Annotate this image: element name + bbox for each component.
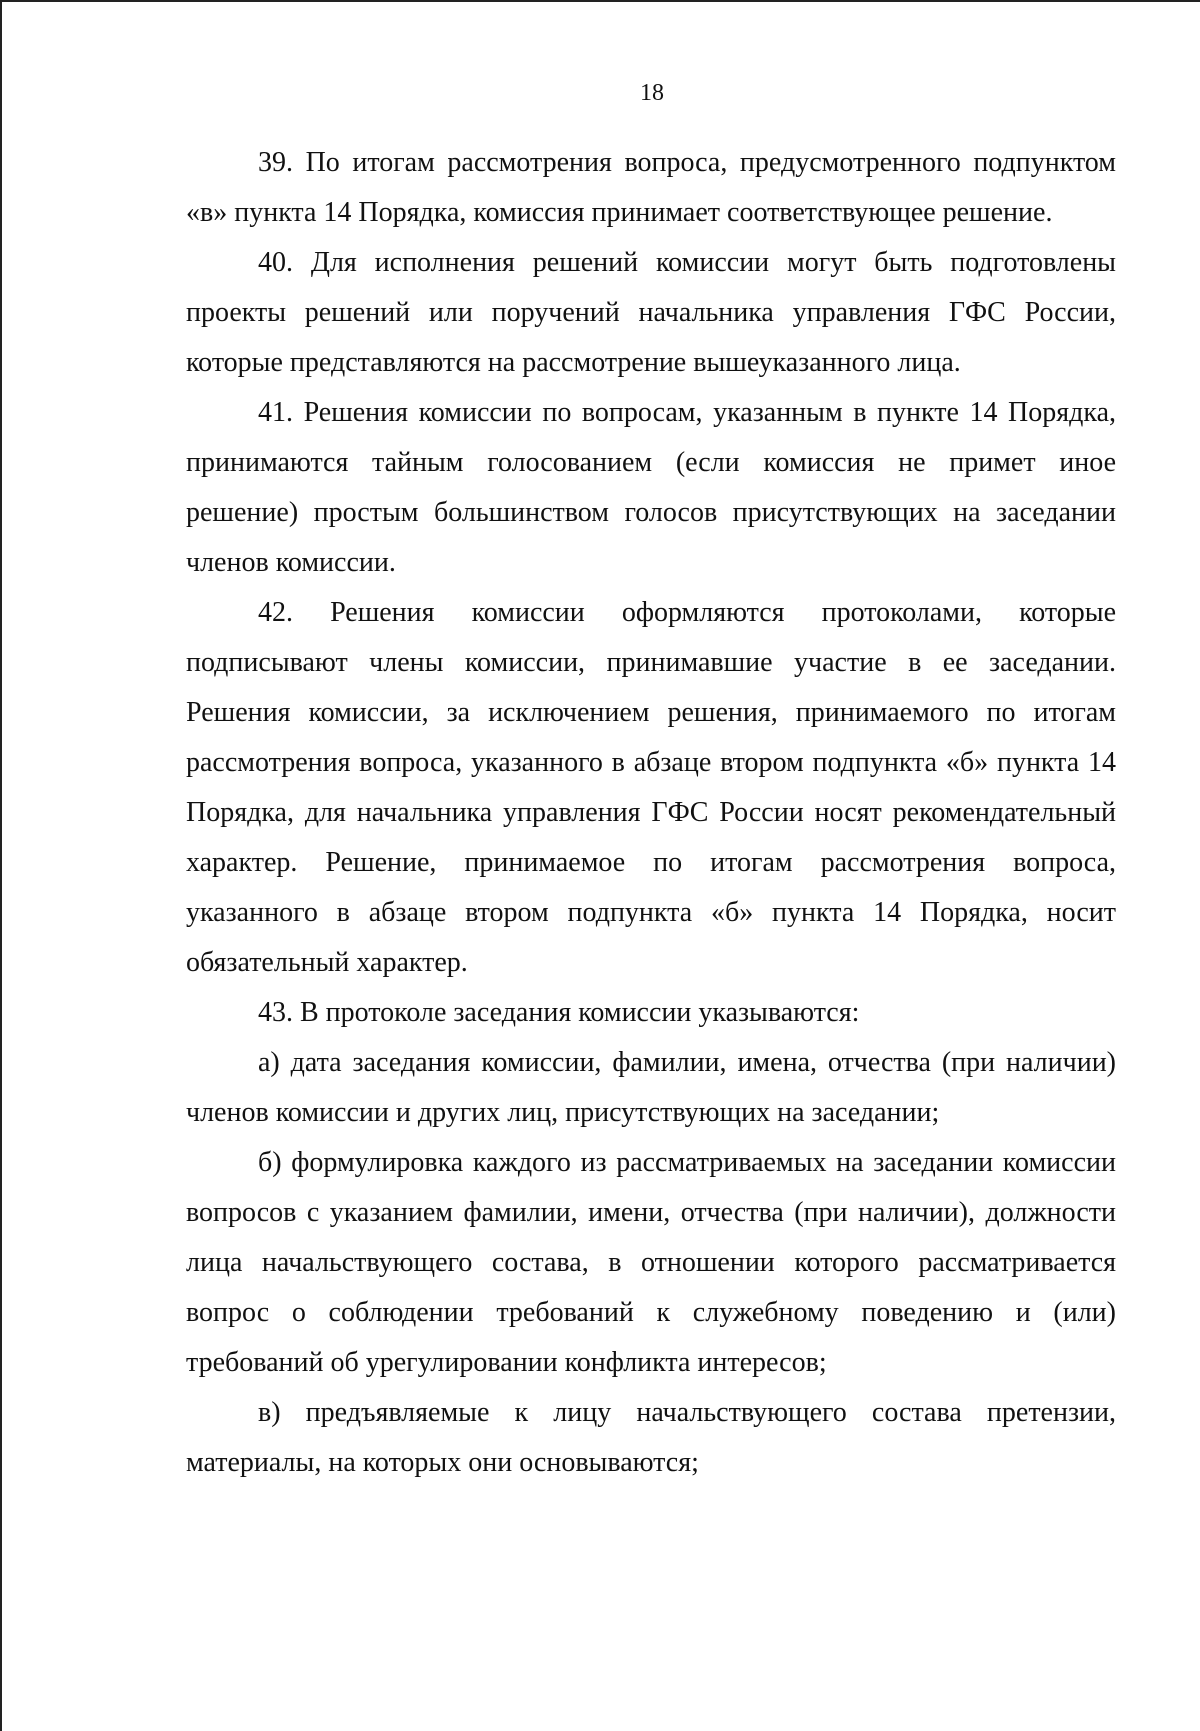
page-number: 18 [640, 80, 664, 106]
document-body [186, 138, 1116, 1488]
paragraph-43-a: а) дата заседания комиссии, фамилии, имена, отчества (при наличии) членов комиссии и других лиц, присутствующих на заседании; [186, 1047, 1116, 1128]
paragraph-43-b: б) формулировка каждого из рассматриваемых на заседании комиссии вопросов с указанием фамилии, имени, отчества (при наличии), должности лица начальствующего состава, в отношении которого рассматривается вопрос о соблюдении требований к служебному поведению и (или) требований об урегулировании конфликта интересов; [186, 1147, 1116, 1378]
paragraph-43: 43. В протоколе заседания комиссии указываются: [258, 997, 860, 1028]
paragraph-39: 39. По итогам рассмотрения вопроса, предусмотренного подпунктом «в» пункта 14 Порядка, комиссия принимает соответствующее решение. [186, 147, 1116, 228]
paragraph-42: 42. Решения комиссии оформляются протоколами, которые подписывают члены комиссии, принимавшие участие в ее заседании. Решения комиссии, за исключением решения, принимаемого по итогам рассмотрения вопроса, указанного в абзаце втором подпункта «б» пункта 14 Порядка, для начальника управления ГФС России носят рекомендательный характер. Решение, принимаемое по итогам рассмотрения вопроса, указанного в абзаце втором подпункта «б» пункта 14 Порядка, носит обязательный характер. [186, 597, 1116, 978]
paragraph-43-v: в) предъявляемые к лицу начальствующего состава претензии, материалы, на которых они основываются; [186, 1397, 1116, 1478]
paragraph-40: 40. Для исполнения решений комиссии могут быть подготовлены проекты решений или поручений начальника управления ГФС России, которые представляются на рассмотрение вышеуказанного лица. [186, 247, 1116, 378]
paragraph-41: 41. Решения комиссии по вопросам, указанным в пункте 14 Порядка, принимаются тайным голосованием (если комиссия не примет иное решение) простым большинством голосов присутствующих на заседании членов комиссии. [186, 397, 1116, 578]
